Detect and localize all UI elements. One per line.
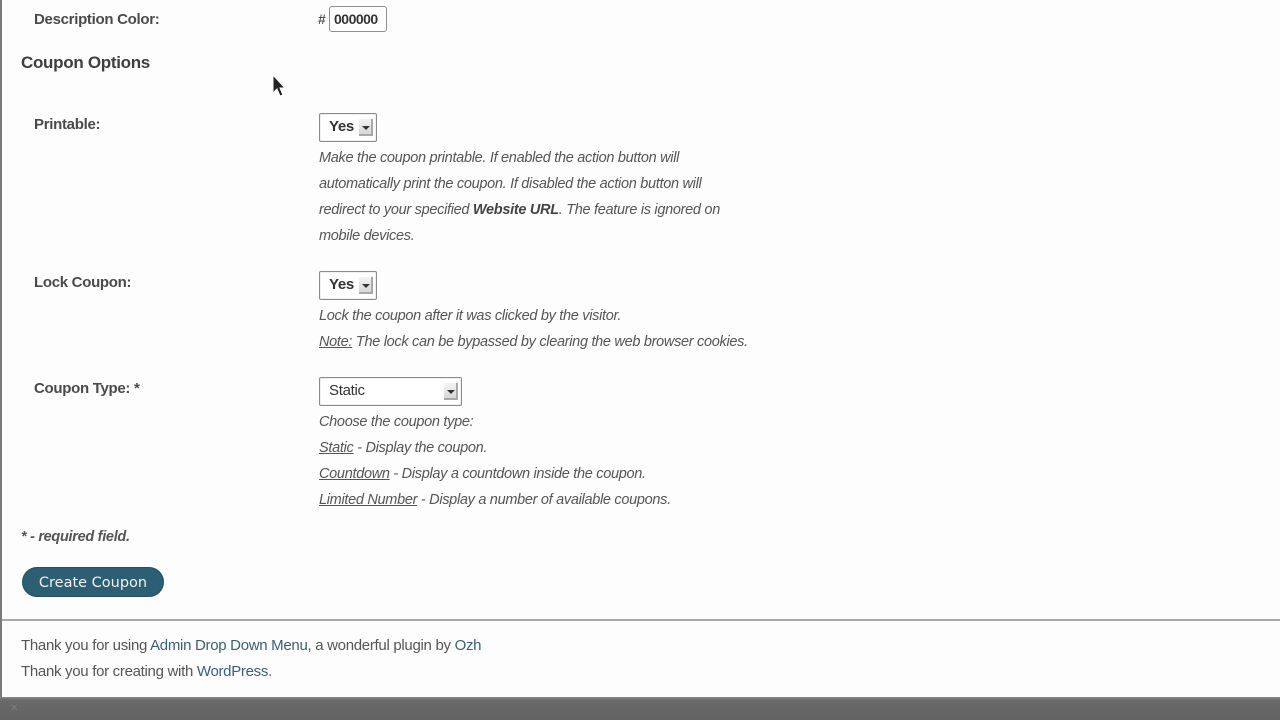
coupon-type-option (319, 435, 779, 461)
coupon-type-select[interactable] (319, 377, 462, 406)
footer-text: Thank you for using (21, 637, 151, 654)
website-url-emphasis: Website URL (472, 202, 559, 218)
admin-drop-down-menu-link[interactable]: Admin Drop Down Menu (150, 637, 308, 654)
option-text: - Display a countdown inside the coupon. (389, 466, 646, 482)
chevron-down-icon (444, 383, 458, 400)
note-text: The lock can be bypassed by clearing the web browser cookies. (352, 334, 748, 350)
lock-coupon-description (319, 303, 839, 355)
coupon-type-option (319, 461, 779, 487)
option-name: Countdown (319, 466, 390, 482)
footer-text: Thank you for creating with (21, 663, 197, 680)
coupon-type-description (319, 409, 779, 513)
printable-select[interactable] (319, 113, 377, 142)
lock-coupon-label: Lock Coupon: (34, 274, 132, 291)
create-coupon-button[interactable]: Create Coupon (22, 567, 164, 597)
hash-prefix: # (318, 11, 326, 27)
footer-text: , a wonderful plugin by (307, 637, 455, 654)
note-label: Note: (319, 334, 353, 350)
chevron-down-icon (359, 119, 373, 136)
section-title: Coupon Options (21, 53, 150, 72)
option-name: Static (319, 440, 354, 456)
footer-divider (2, 619, 1280, 621)
wordpress-link[interactable]: WordPress (196, 663, 269, 680)
footer-text: . (268, 663, 272, 680)
ozh-link[interactable]: Ozh (454, 637, 482, 654)
printable-label: Printable: (34, 116, 101, 133)
option-text: - Display the coupon. (353, 440, 488, 456)
printable-desc-text: Make the coupon printable. If enabled the action button will automatically print the coupon. If disabled the action button will redirect to your specified (319, 150, 702, 218)
coupon-type-label: Coupon Type: * (34, 380, 140, 397)
printable-selected-value: Yes (329, 118, 354, 135)
chevron-down-icon (359, 277, 373, 294)
lock-desc-line: Lock the coupon after it was clicked by the visitor. (319, 308, 622, 324)
window-bottom-bar (0, 697, 1280, 720)
option-name: Limited Number (319, 492, 418, 508)
description-color-label: Description Color: (34, 11, 160, 28)
required-field-note: * - required field. (21, 529, 130, 545)
description-color-input[interactable] (329, 6, 387, 32)
lock-coupon-selected-value: Yes (329, 276, 354, 293)
admin-footer (21, 633, 481, 685)
printable-desc-text-end: . The feature is ignored on mobile devices. (319, 202, 720, 244)
lock-coupon-select[interactable] (319, 271, 377, 300)
mouse-cursor-icon (272, 74, 288, 98)
coupon-type-selected-value: Static (329, 382, 365, 399)
printable-description (319, 145, 734, 249)
resize-grip-icon: ✕ (10, 703, 19, 714)
coupon-type-intro: Choose the coupon type: (319, 414, 474, 430)
coupon-type-option (319, 487, 779, 513)
footer-line-wordpress (21, 659, 481, 685)
lock-note-line (319, 329, 839, 355)
option-text: - Display a number of available coupons. (417, 492, 671, 508)
footer-line-plugin (21, 633, 481, 659)
